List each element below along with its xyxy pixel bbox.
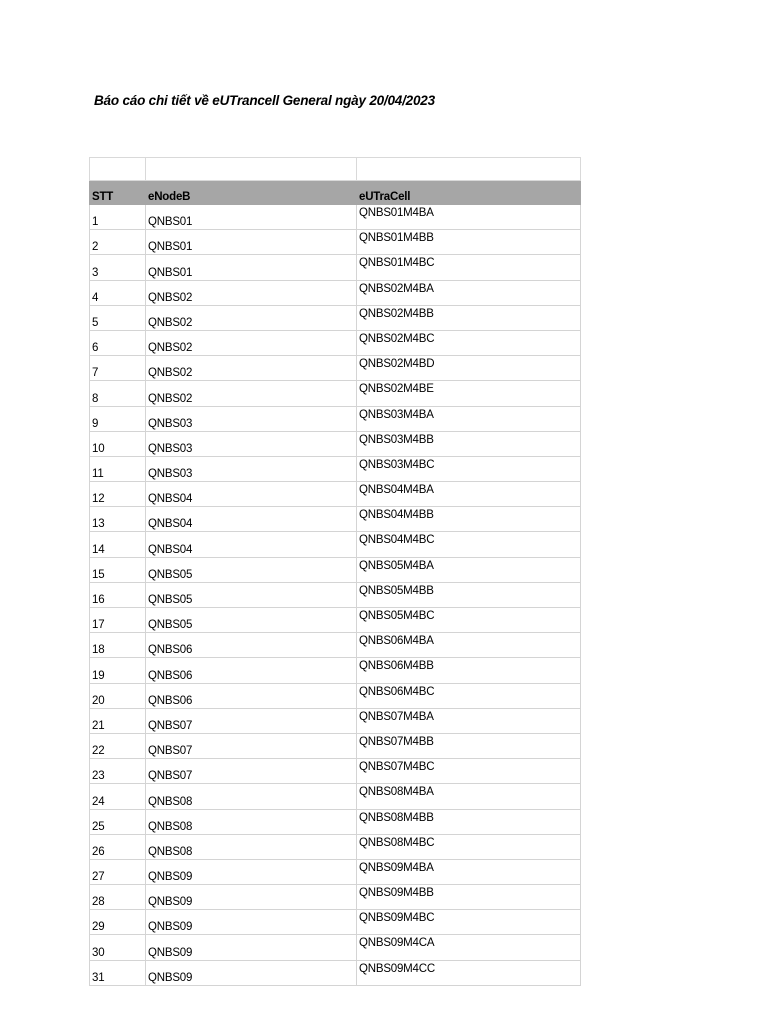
- table-body: [90, 205, 581, 986]
- row-stt: 13: [90, 507, 146, 532]
- row-enodeb: QNBS03: [146, 456, 357, 481]
- row-enodeb: QNBS04: [146, 532, 357, 557]
- row-eutracell: QNBS08M4BB: [357, 809, 581, 834]
- row-stt: 11: [90, 456, 146, 481]
- row-enodeb: QNBS02: [146, 280, 357, 305]
- table-row: [90, 658, 581, 683]
- row-enodeb: QNBS07: [146, 733, 357, 758]
- row-eutracell: QNBS08M4BA: [357, 784, 581, 809]
- table-row: [90, 507, 581, 532]
- table-row: [90, 456, 581, 481]
- header-row: [90, 181, 581, 205]
- row-eutracell: QNBS06M4BA: [357, 633, 581, 658]
- table-row: [90, 582, 581, 607]
- row-enodeb: QNBS09: [146, 885, 357, 910]
- row-eutracell: QNBS02M4BA: [357, 280, 581, 305]
- row-eutracell: QNBS07M4BB: [357, 733, 581, 758]
- row-stt: 15: [90, 557, 146, 582]
- table-row: [90, 330, 581, 355]
- table-row: [90, 885, 581, 910]
- row-stt: 17: [90, 608, 146, 633]
- row-enodeb: QNBS05: [146, 557, 357, 582]
- table-row: [90, 305, 581, 330]
- row-eutracell: QNBS06M4BB: [357, 658, 581, 683]
- table-row: [90, 935, 581, 960]
- row-stt: 7: [90, 356, 146, 381]
- row-eutracell: QNBS02M4BB: [357, 305, 581, 330]
- row-stt: 3: [90, 255, 146, 280]
- row-stt: 24: [90, 784, 146, 809]
- row-eutracell: QNBS05M4BB: [357, 582, 581, 607]
- row-enodeb: QNBS03: [146, 431, 357, 456]
- row-stt: 28: [90, 885, 146, 910]
- row-eutracell: QNBS06M4BC: [357, 683, 581, 708]
- row-enodeb: QNBS02: [146, 330, 357, 355]
- row-stt: 21: [90, 708, 146, 733]
- row-stt: 27: [90, 859, 146, 884]
- row-eutracell: QNBS01M4BA: [357, 205, 581, 230]
- table-row: [90, 230, 581, 255]
- row-enodeb: QNBS05: [146, 582, 357, 607]
- row-stt: 30: [90, 935, 146, 960]
- row-eutracell: QNBS01M4BC: [357, 255, 581, 280]
- row-enodeb: QNBS06: [146, 633, 357, 658]
- row-eutracell: QNBS09M4CA: [357, 935, 581, 960]
- row-enodeb: QNBS01: [146, 255, 357, 280]
- row-enodeb: QNBS01: [146, 205, 357, 230]
- row-enodeb: QNBS05: [146, 608, 357, 633]
- row-stt: 31: [90, 960, 146, 985]
- row-enodeb: QNBS08: [146, 809, 357, 834]
- blank-cell: [90, 158, 146, 181]
- row-stt: 1: [90, 205, 146, 230]
- row-stt: 22: [90, 733, 146, 758]
- row-stt: 12: [90, 482, 146, 507]
- row-stt: 10: [90, 431, 146, 456]
- row-stt: 6: [90, 330, 146, 355]
- row-stt: 26: [90, 834, 146, 859]
- row-eutracell: QNBS05M4BC: [357, 608, 581, 633]
- row-stt: 2: [90, 230, 146, 255]
- row-eutracell: QNBS05M4BA: [357, 557, 581, 582]
- row-stt: 29: [90, 910, 146, 935]
- column-header-eutracell: eUTraCell: [357, 181, 581, 205]
- row-stt: 4: [90, 280, 146, 305]
- row-stt: 5: [90, 305, 146, 330]
- row-eutracell: QNBS04M4BB: [357, 507, 581, 532]
- row-enodeb: QNBS09: [146, 935, 357, 960]
- row-enodeb: QNBS04: [146, 507, 357, 532]
- report-title: Báo cáo chi tiết về eUTrancell General ngày 20/04/2023: [94, 93, 435, 108]
- table-row: [90, 683, 581, 708]
- row-eutracell: QNBS04M4BA: [357, 482, 581, 507]
- table-row: [90, 859, 581, 884]
- row-enodeb: QNBS09: [146, 910, 357, 935]
- blank-row: [90, 158, 581, 181]
- table-row: [90, 834, 581, 859]
- row-eutracell: QNBS09M4BC: [357, 910, 581, 935]
- table-row: [90, 910, 581, 935]
- table-row: [90, 205, 581, 230]
- row-eutracell: QNBS03M4BB: [357, 431, 581, 456]
- table-row: [90, 809, 581, 834]
- blank-cell: [357, 158, 581, 181]
- row-eutracell: QNBS03M4BA: [357, 406, 581, 431]
- table-row: [90, 960, 581, 985]
- table-row: [90, 532, 581, 557]
- row-eutracell: QNBS02M4BD: [357, 356, 581, 381]
- row-eutracell: QNBS09M4CC: [357, 960, 581, 985]
- row-eutracell: QNBS02M4BC: [357, 330, 581, 355]
- row-enodeb: QNBS03: [146, 406, 357, 431]
- row-enodeb: QNBS08: [146, 784, 357, 809]
- row-eutracell: QNBS04M4BC: [357, 532, 581, 557]
- column-header-enodeb: eNodeB: [146, 181, 357, 205]
- row-enodeb: QNBS09: [146, 960, 357, 985]
- row-stt: 20: [90, 683, 146, 708]
- table-row: [90, 381, 581, 406]
- row-eutracell: QNBS09M4BA: [357, 859, 581, 884]
- row-enodeb: QNBS02: [146, 305, 357, 330]
- row-enodeb: QNBS08: [146, 834, 357, 859]
- column-header-stt: STT: [90, 181, 146, 205]
- table-row: [90, 431, 581, 456]
- row-stt: 16: [90, 582, 146, 607]
- table-row: [90, 633, 581, 658]
- row-enodeb: QNBS01: [146, 230, 357, 255]
- eutrancell-table: [89, 157, 581, 986]
- row-stt: 23: [90, 759, 146, 784]
- row-stt: 14: [90, 532, 146, 557]
- row-eutracell: QNBS09M4BB: [357, 885, 581, 910]
- row-stt: 19: [90, 658, 146, 683]
- row-enodeb: QNBS07: [146, 708, 357, 733]
- row-enodeb: QNBS07: [146, 759, 357, 784]
- row-enodeb: QNBS04: [146, 482, 357, 507]
- table-row: [90, 708, 581, 733]
- table-row: [90, 356, 581, 381]
- table-row: [90, 733, 581, 758]
- row-enodeb: QNBS06: [146, 658, 357, 683]
- table-row: [90, 759, 581, 784]
- row-stt: 25: [90, 809, 146, 834]
- table-row: [90, 255, 581, 280]
- row-enodeb: QNBS06: [146, 683, 357, 708]
- row-enodeb: QNBS02: [146, 356, 357, 381]
- row-stt: 9: [90, 406, 146, 431]
- table-row: [90, 482, 581, 507]
- row-stt: 8: [90, 381, 146, 406]
- row-stt: 18: [90, 633, 146, 658]
- row-eutracell: QNBS01M4BB: [357, 230, 581, 255]
- blank-cell: [146, 158, 357, 181]
- row-eutracell: QNBS03M4BC: [357, 456, 581, 481]
- table-row: [90, 784, 581, 809]
- table-row: [90, 406, 581, 431]
- row-eutracell: QNBS07M4BC: [357, 759, 581, 784]
- table-row: [90, 280, 581, 305]
- row-enodeb: QNBS02: [146, 381, 357, 406]
- row-eutracell: QNBS02M4BE: [357, 381, 581, 406]
- row-eutracell: QNBS07M4BA: [357, 708, 581, 733]
- row-enodeb: QNBS09: [146, 859, 357, 884]
- table-row: [90, 557, 581, 582]
- row-eutracell: QNBS08M4BC: [357, 834, 581, 859]
- table-row: [90, 608, 581, 633]
